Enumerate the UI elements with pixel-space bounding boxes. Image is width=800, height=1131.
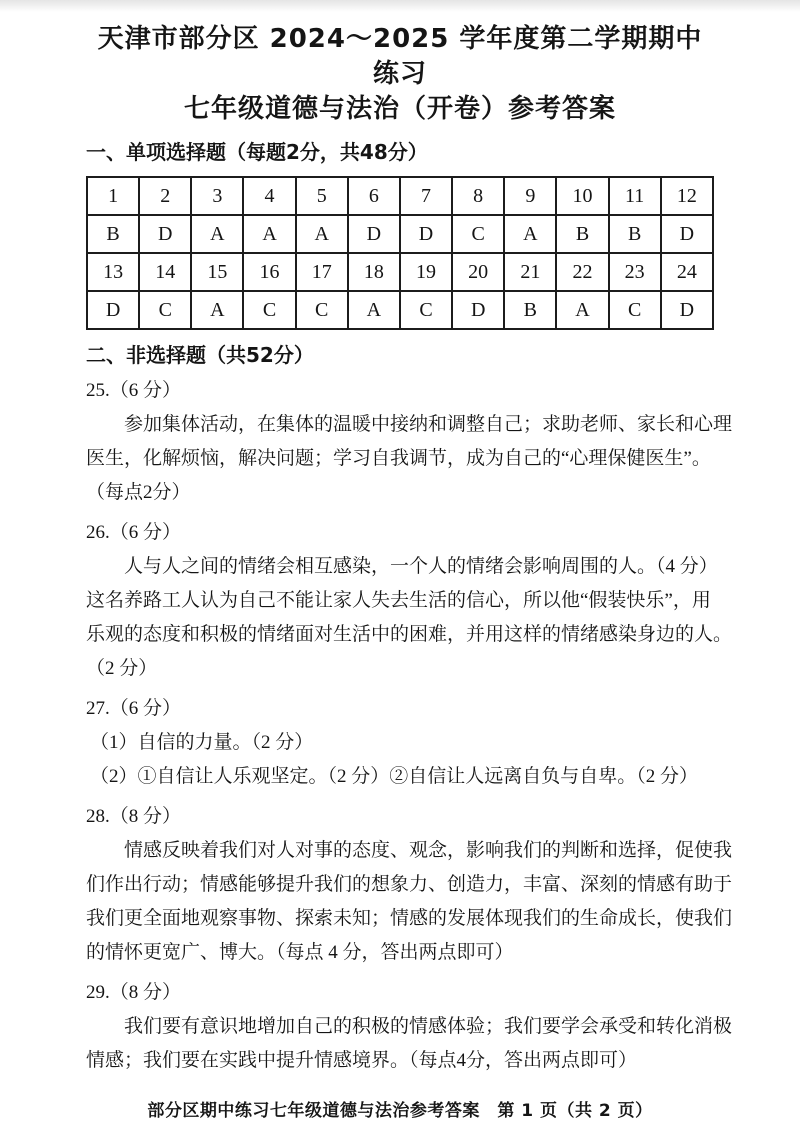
table-cell: 7 bbox=[400, 177, 452, 215]
answer-line: （2 分） bbox=[86, 658, 158, 679]
table-cell: C bbox=[609, 291, 661, 329]
table-cell: D bbox=[452, 291, 504, 329]
table-cell: D bbox=[87, 291, 139, 329]
table-cell: 1 bbox=[87, 177, 139, 215]
table-cell: 4 bbox=[243, 177, 295, 215]
table-cell: B bbox=[87, 215, 139, 253]
question-label: 29.（8 分） bbox=[86, 982, 182, 1003]
table-cell: D bbox=[348, 215, 400, 253]
table-cell: 2 bbox=[139, 177, 191, 215]
page-title-line1: 天津市部分区 2024～2025 学年度第二学期期中练习 bbox=[97, 24, 703, 89]
table-row-answers-1-12 bbox=[87, 215, 713, 253]
answer-table bbox=[86, 176, 714, 330]
answer-line: （每点2分） bbox=[86, 482, 191, 503]
table-cell: C bbox=[296, 291, 348, 329]
answer-line: 医生，化解烦恼，解决问题；学习自我调节，成为自己的“心理保健医生”。 bbox=[86, 448, 711, 469]
question-label: 27.（6 分） bbox=[86, 698, 182, 719]
answer-line: 我们要有意识地增加自己的积极的情感体验；我们要学会承受和转化消极 bbox=[124, 1016, 733, 1037]
question-block-26 bbox=[86, 516, 733, 686]
answer-line: 这名养路工人认为自己不能让家人失去生活的信心，所以他“假装快乐”，用 bbox=[86, 590, 711, 611]
answer-line: 们作出行动；情感能够提升我们的想象力、创造力，丰富、深刻的情感有助于 bbox=[86, 874, 733, 895]
table-cell: 19 bbox=[400, 253, 452, 291]
question-block-25 bbox=[86, 374, 733, 510]
table-cell: 22 bbox=[556, 253, 608, 291]
answer-line: 乐观的态度和积极的情绪面对生活中的困难，并用这样的情绪感染身边的人。 bbox=[86, 624, 733, 645]
answer-line: （1）自信的力量。（2 分） bbox=[90, 732, 314, 753]
question-label: 25.（6 分） bbox=[86, 380, 182, 401]
table-cell: 21 bbox=[504, 253, 556, 291]
table-cell: 5 bbox=[296, 177, 348, 215]
table-cell: C bbox=[139, 291, 191, 329]
table-cell: C bbox=[452, 215, 504, 253]
question-block-29 bbox=[86, 976, 733, 1078]
answer-line: （2）①自信让人乐观坚定。（2 分）②自信让人远离自负与自卑。（2 分） bbox=[90, 766, 699, 787]
table-cell: A bbox=[191, 291, 243, 329]
page-footer: 部分区期中练习七年级道德与法治参考答案 第 1 页（共 2 页） bbox=[147, 1101, 653, 1121]
table-cell: 10 bbox=[556, 177, 608, 215]
answer-line: 我们更全面地观察事物、探索未知；情感的发展体现我们的生命成长，使我们 bbox=[86, 908, 733, 929]
answer-line: 情感；我们要在实践中提升情感境界。（每点4分，答出两点即可） bbox=[86, 1050, 638, 1071]
table-row-question-numbers-13-24 bbox=[87, 253, 713, 291]
table-cell: 8 bbox=[452, 177, 504, 215]
table-cell: B bbox=[609, 215, 661, 253]
question-block-28 bbox=[86, 800, 733, 970]
answer-line: 的情怀更宽广、博大。（每点 4 分，答出两点即可） bbox=[86, 942, 514, 963]
table-cell: D bbox=[661, 291, 713, 329]
table-cell: 16 bbox=[243, 253, 295, 291]
answer-line: 情感反映着我们对人对事的态度、观念，影响我们的判断和选择，促使我 bbox=[124, 840, 733, 861]
table-cell: A bbox=[191, 215, 243, 253]
table-cell: 17 bbox=[296, 253, 348, 291]
table-cell: 3 bbox=[191, 177, 243, 215]
table-cell: 9 bbox=[504, 177, 556, 215]
table-cell: 20 bbox=[452, 253, 504, 291]
answer-line: 参加集体活动，在集体的温暖中接纳和调整自己；求助老师、家长和心理 bbox=[124, 414, 733, 435]
answer-line: 人与人之间的情绪会相互感染，一个人的情绪会影响周围的人。（4 分） bbox=[124, 556, 718, 577]
table-cell: 12 bbox=[661, 177, 713, 215]
table-cell: A bbox=[348, 291, 400, 329]
table-cell: 24 bbox=[661, 253, 713, 291]
table-cell: 6 bbox=[348, 177, 400, 215]
table-cell: 11 bbox=[609, 177, 661, 215]
table-cell: C bbox=[400, 291, 452, 329]
table-cell: A bbox=[556, 291, 608, 329]
table-cell: 15 bbox=[191, 253, 243, 291]
table-cell: B bbox=[504, 291, 556, 329]
table-cell: A bbox=[296, 215, 348, 253]
scan-edge-shading bbox=[0, 0, 800, 12]
table-cell: A bbox=[243, 215, 295, 253]
table-cell: 23 bbox=[609, 253, 661, 291]
table-row-question-numbers-1-12 bbox=[87, 177, 713, 215]
table-cell: D bbox=[400, 215, 452, 253]
table-row-answers-13-24 bbox=[87, 291, 713, 329]
section-heading-multiple-choice: 一、单项选择题（每题2分，共48分） bbox=[86, 140, 428, 164]
page-title-line2: 七年级道德与法治（开卷）参考答案 bbox=[183, 94, 616, 124]
question-label: 28.（8 分） bbox=[86, 806, 182, 827]
table-cell: 14 bbox=[139, 253, 191, 291]
question-block-27 bbox=[86, 692, 714, 794]
section-heading-non-choice: 二、非选择题（共52分） bbox=[86, 343, 314, 367]
table-cell: A bbox=[504, 215, 556, 253]
table-cell: D bbox=[139, 215, 191, 253]
table-cell: 18 bbox=[348, 253, 400, 291]
table-cell: B bbox=[556, 215, 608, 253]
table-cell: 13 bbox=[87, 253, 139, 291]
table-cell: C bbox=[243, 291, 295, 329]
table-cell: D bbox=[661, 215, 713, 253]
question-label: 26.（6 分） bbox=[86, 522, 182, 543]
